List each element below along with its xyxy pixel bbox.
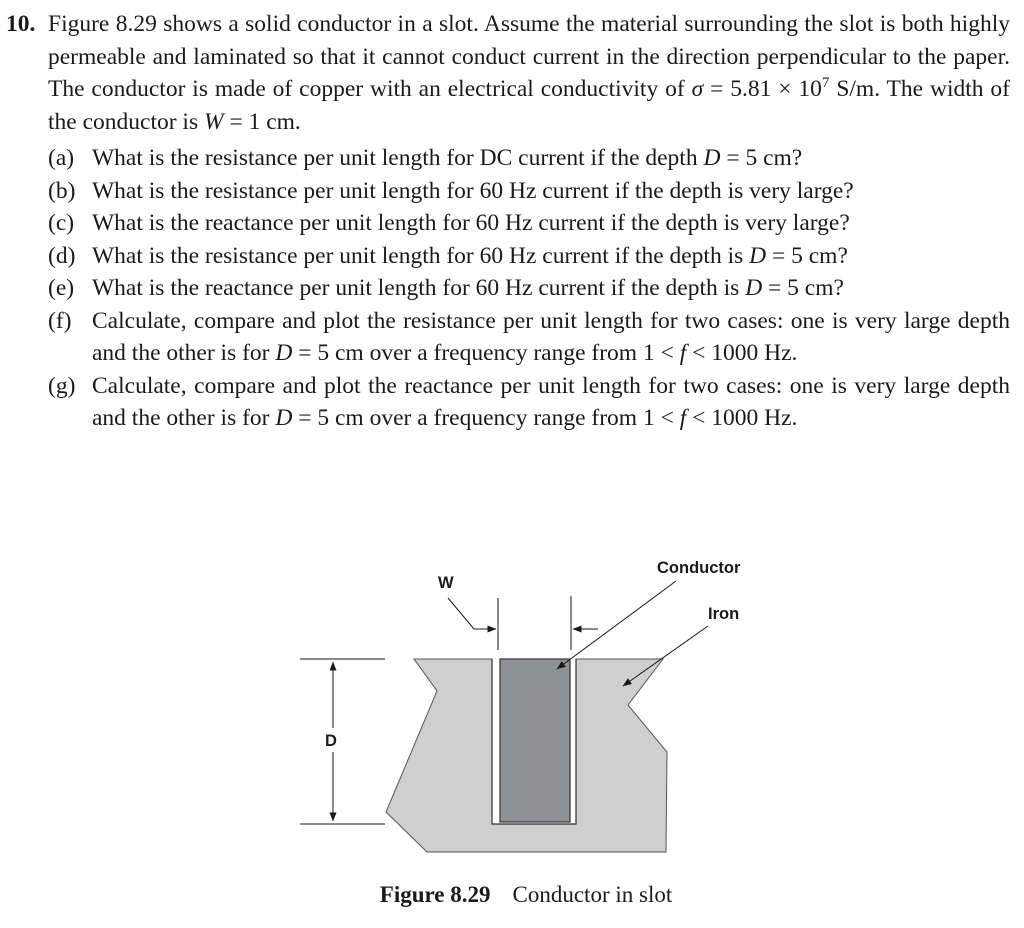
part-label: (f) — [48, 307, 72, 334]
slot-gap-right — [570, 659, 576, 824]
part-text: What is the reactance per unit length for 60 Hz current if the depth is very large? — [92, 210, 850, 236]
part-text-end: < 1000 Hz. — [686, 405, 798, 431]
part-var-f: f — [679, 405, 687, 431]
part-text-mid: = 5 cm over a frequency range from 1 < — [292, 405, 680, 431]
part-text: What is the resistance per unit length for 60 Hz current if the depth is — [92, 242, 750, 269]
part-text-end: < 1000 Hz. — [686, 340, 798, 366]
part-g — [0, 370, 1010, 435]
label-w: W — [438, 574, 454, 592]
part-var: D — [275, 340, 293, 366]
conductor-leader — [557, 581, 676, 669]
part-f — [0, 305, 1010, 370]
slot-gap-left — [492, 659, 500, 824]
part-d — [0, 240, 1010, 273]
part-e — [0, 272, 1010, 305]
part-c — [0, 207, 1010, 240]
part-text: Calculate, compare and plot the resistance per unit length for two cases: one is very large depth and the other is for — [92, 307, 1010, 366]
part-text-end: = 5 cm? — [766, 242, 848, 269]
problem-parts — [0, 142, 1010, 435]
caption-label: Figure 8.29 — [379, 882, 491, 907]
stem-text-1: Figure 8.29 shows a solid conductor in a slot. Assume the material surrounding the slot is both highly permeable and laminated so that it cannot conduct current in the direction perpendicular to the paper. The conductor is made of copper with an electrical conductivity of — [48, 11, 1010, 102]
exponent: 7 — [821, 75, 830, 91]
w-symbol: W — [203, 108, 224, 135]
part-var: D — [745, 275, 763, 301]
label-d: D — [325, 732, 337, 750]
part-label: (a) — [48, 145, 75, 171]
part-label: (e) — [48, 275, 75, 301]
slot-diagram — [280, 548, 780, 868]
part-label: (b) — [48, 177, 76, 204]
figure-caption — [0, 880, 1024, 910]
part-text: What is the reactance per unit length for 60 Hz current if the depth is — [92, 275, 746, 301]
caption-text: Conductor in slot — [512, 882, 673, 907]
width-arrow-left — [448, 598, 496, 629]
part-label: (g) — [48, 372, 76, 399]
part-text: What is the resistance per unit length for DC current if the depth — [92, 145, 704, 171]
part-text: What is the resistance per unit length for 60 Hz current if the depth is very large? — [92, 177, 854, 204]
part-label: (c) — [48, 210, 75, 236]
stem-text-3: S/m. The width of the conductor is — [48, 76, 1010, 135]
part-text: Calculate, compare and plot the reactance per unit length for two cases: one is very large depth and the other is for — [92, 372, 1010, 431]
part-text-end: = 5 cm? — [762, 275, 844, 301]
iron-leader — [623, 626, 708, 686]
stem-text-4: = 1 cm. — [223, 108, 301, 135]
sigma-symbol: σ — [691, 76, 704, 102]
stem-text-2: = 5.81 × 10 — [703, 76, 822, 102]
label-conductor: Conductor — [657, 559, 741, 577]
problem-number: 10. — [6, 11, 36, 37]
part-text-mid: = 5 cm over a frequency range from 1 < — [292, 340, 680, 366]
part-var: D — [275, 405, 293, 431]
problem-10 — [0, 8, 1010, 435]
part-b — [0, 175, 1010, 208]
conductor-block — [500, 659, 570, 822]
problem-stem — [0, 8, 1010, 138]
part-var: D — [749, 242, 767, 269]
label-iron: Iron — [708, 605, 740, 623]
part-label: (d) — [48, 242, 76, 269]
part-var: D — [703, 145, 721, 171]
figure-conductor-in-slot — [280, 548, 780, 868]
part-var-f: f — [679, 340, 687, 366]
part-text-end: = 5 cm? — [720, 145, 803, 171]
part-a — [0, 142, 1010, 175]
